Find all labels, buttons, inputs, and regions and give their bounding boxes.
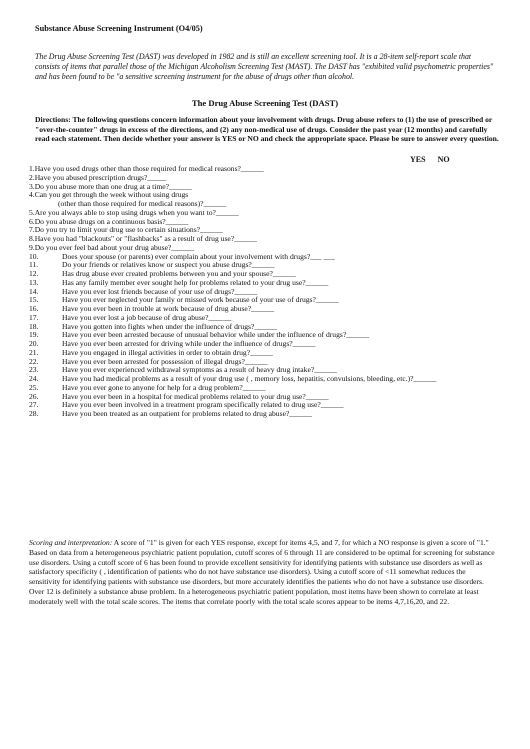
question-text: Have you ever gone to anyone for help for a drug problem?______ [62, 382, 266, 392]
question-text: Have you ever been involved in a treatment program specifically related to drug use?______ [62, 400, 344, 410]
question-number: 20. [29, 339, 39, 348]
test-title: The Drug Abuse Screening Test (DAST) [191, 98, 339, 108]
question-number: 2. [29, 172, 35, 182]
question-number: 18. [29, 321, 39, 331]
answer-column-headers [410, 155, 450, 164]
question-number: 28. [29, 409, 39, 418]
question-text: Has any family member ever sought help for problems related to your drug use?______ [62, 277, 329, 287]
question-text: Have you ever neglected your family or missed work because of your use of drugs?______ [62, 295, 339, 305]
question-number: 23. [29, 365, 39, 375]
question-text: Have you ever been arrested for driving while under the influence of drugs?______ [62, 339, 316, 348]
no-column-header: NO [437, 155, 450, 164]
question-text: Have you ever been arrested for possession of illegal drugs?______ [62, 356, 268, 366]
question-text: Has drug abuse ever created problems between you and your spouse?______ [62, 269, 296, 278]
directions-paragraph: Directions: The following questions concern information about your involvement with drugs. Drug abuse refers to (1) the use of prescribed or "over-the-counter" drugs in excess of the directions, and (2) any non-medical use of drugs. Consider the past year (12 months) and carefully read each statement. Then decide whether your answer is YES or NO and check the appropriate space. Please be sure to answer every question. [35, 115, 499, 144]
question-number: 17. [29, 312, 39, 322]
question-list [29, 165, 499, 419]
scoring-body: A score of "1" is given for each YES response, except for items 4,5, and 7, for which a NO response is given a score of "1." Based on data from a heterogeneous psychiatric patient population, cutoff scores of 6 through 11 are considered to be optimal for screening for substance use disorders. Using a cutoff score of 6 has been found to provide excellent sensitivity for identifying patients with substance use disorders as well as satisfactory specificity ( , identification of patients who do not have substance use disorders). Using a cutoff score of <11 somewhat reduces the sensitivity for identifying patients with substance use disorders, but more accurately identifies the patients who do not have a substance use disorders. Over 12 is definitely a substance abuse problem. In a heterogeneous psychiatric patient population, most items have been shown to correlate at least moderately well with the total scale scores. The items that correlate poorly with the total scale scores appear to be items 4,7,16,20, and 22. [29, 538, 495, 606]
question-text: Have you used drugs other than those required for medical reasons?______ [34, 164, 264, 173]
question-number: 21. [29, 347, 39, 357]
intro-paragraph: The Drug Abuse Screening Test (DAST) was developed in 1982 and is still an excellent screening tool. It is a 28-item self-report scale that consists of items that parallel those of the Michigan Alcoholism Screening Test (MAST). The DAST has "exhibited valid psychometric properties" and has been found to be "a sensitive screening instrument for the abuse of drugs other than alcohol. [35, 52, 494, 82]
question-text: Do you try to limit your drug use to certain situations?______ [34, 225, 223, 235]
question-text: Have you gotten into fights when under the influence of drugs?______ [62, 321, 278, 331]
question-text: Have you ever lost friends because of your use of drugs?______ [62, 286, 258, 296]
question-text: Do you abuse drugs on a continuous basis?______ [34, 216, 189, 226]
question-number: 16. [29, 304, 39, 313]
question-number: 10. [29, 251, 39, 261]
question-number: 22. [29, 356, 39, 366]
question-number: 8. [29, 234, 35, 243]
document-header: Substance Abuse Screening Instrument (O4/05) [35, 24, 203, 33]
question-text: Have you had medical problems as a result of your drug use ( , memory loss, hepatitis, convulsions, bleeding, etc.)?______ [62, 374, 437, 383]
question-text: Does your spouse (or parents) ever complain about your involvement with drugs?___ ___ [62, 251, 335, 261]
question-number: 1. [29, 164, 35, 173]
question-text: Have you had "blackouts" or "flashbacks" as a result of drug use?______ [34, 234, 257, 243]
question-number: 5. [29, 207, 35, 217]
question-number: 11. [29, 260, 39, 270]
yes-column-header: YES [410, 155, 426, 164]
question-number: 25. [29, 382, 39, 392]
question-number: 9. [29, 242, 35, 252]
question-number: 26. [29, 391, 39, 401]
question-number: 12. [29, 269, 39, 278]
question-text: Have you ever lost a job because of drug abuse?______ [62, 312, 232, 322]
question-text: Have you ever been in a hospital for medical problems related to your drug use?______ [62, 391, 329, 401]
question-text: Have you been treated as an outpatient for problems related to drug abuse?______ [62, 409, 313, 418]
question-number: 7. [29, 225, 35, 235]
question-number: 13. [29, 277, 39, 287]
question-item [29, 410, 499, 419]
question-number: 6. [29, 216, 35, 226]
question-number: 3. [29, 181, 35, 191]
question-number: 19. [29, 330, 39, 340]
question-text: Can you get through the week without using drugs [34, 190, 189, 200]
question-text: Do you abuse more than one drug at a time?______ [34, 181, 192, 191]
question-text: Do your friends or relatives know or suspect you abuse drugs?______ [62, 260, 275, 270]
question-text: Have you engaged in illegal activities in order to obtain drug?______ [62, 347, 273, 357]
question-text: (other than those required for medical reasons)?______ [58, 199, 227, 208]
question-number: 24. [29, 374, 39, 383]
question-text: Are you always able to stop using drugs when you want to?______ [34, 207, 239, 217]
question-text: Have you ever been in trouble at work because of drug abuse?______ [62, 304, 274, 313]
question-text: Do you ever feel bad about your drug abuse?______ [34, 242, 195, 252]
question-number: 15. [29, 295, 39, 305]
question-number: 14. [29, 286, 39, 296]
question-text: Have you ever experienced withdrawal symptoms as a result of heavy drug intake?______ [62, 365, 337, 375]
scoring-paragraph [29, 538, 495, 607]
question-text: Have you abused prescription drugs?_____ [34, 172, 167, 182]
question-number: 27. [29, 400, 39, 410]
question-number: 4. [29, 190, 35, 200]
scoring-heading: Scoring and interpretation: [29, 538, 113, 547]
question-text: Have you ever been arrested because of unusual behavior while under the influence of drugs?______ [62, 330, 370, 340]
